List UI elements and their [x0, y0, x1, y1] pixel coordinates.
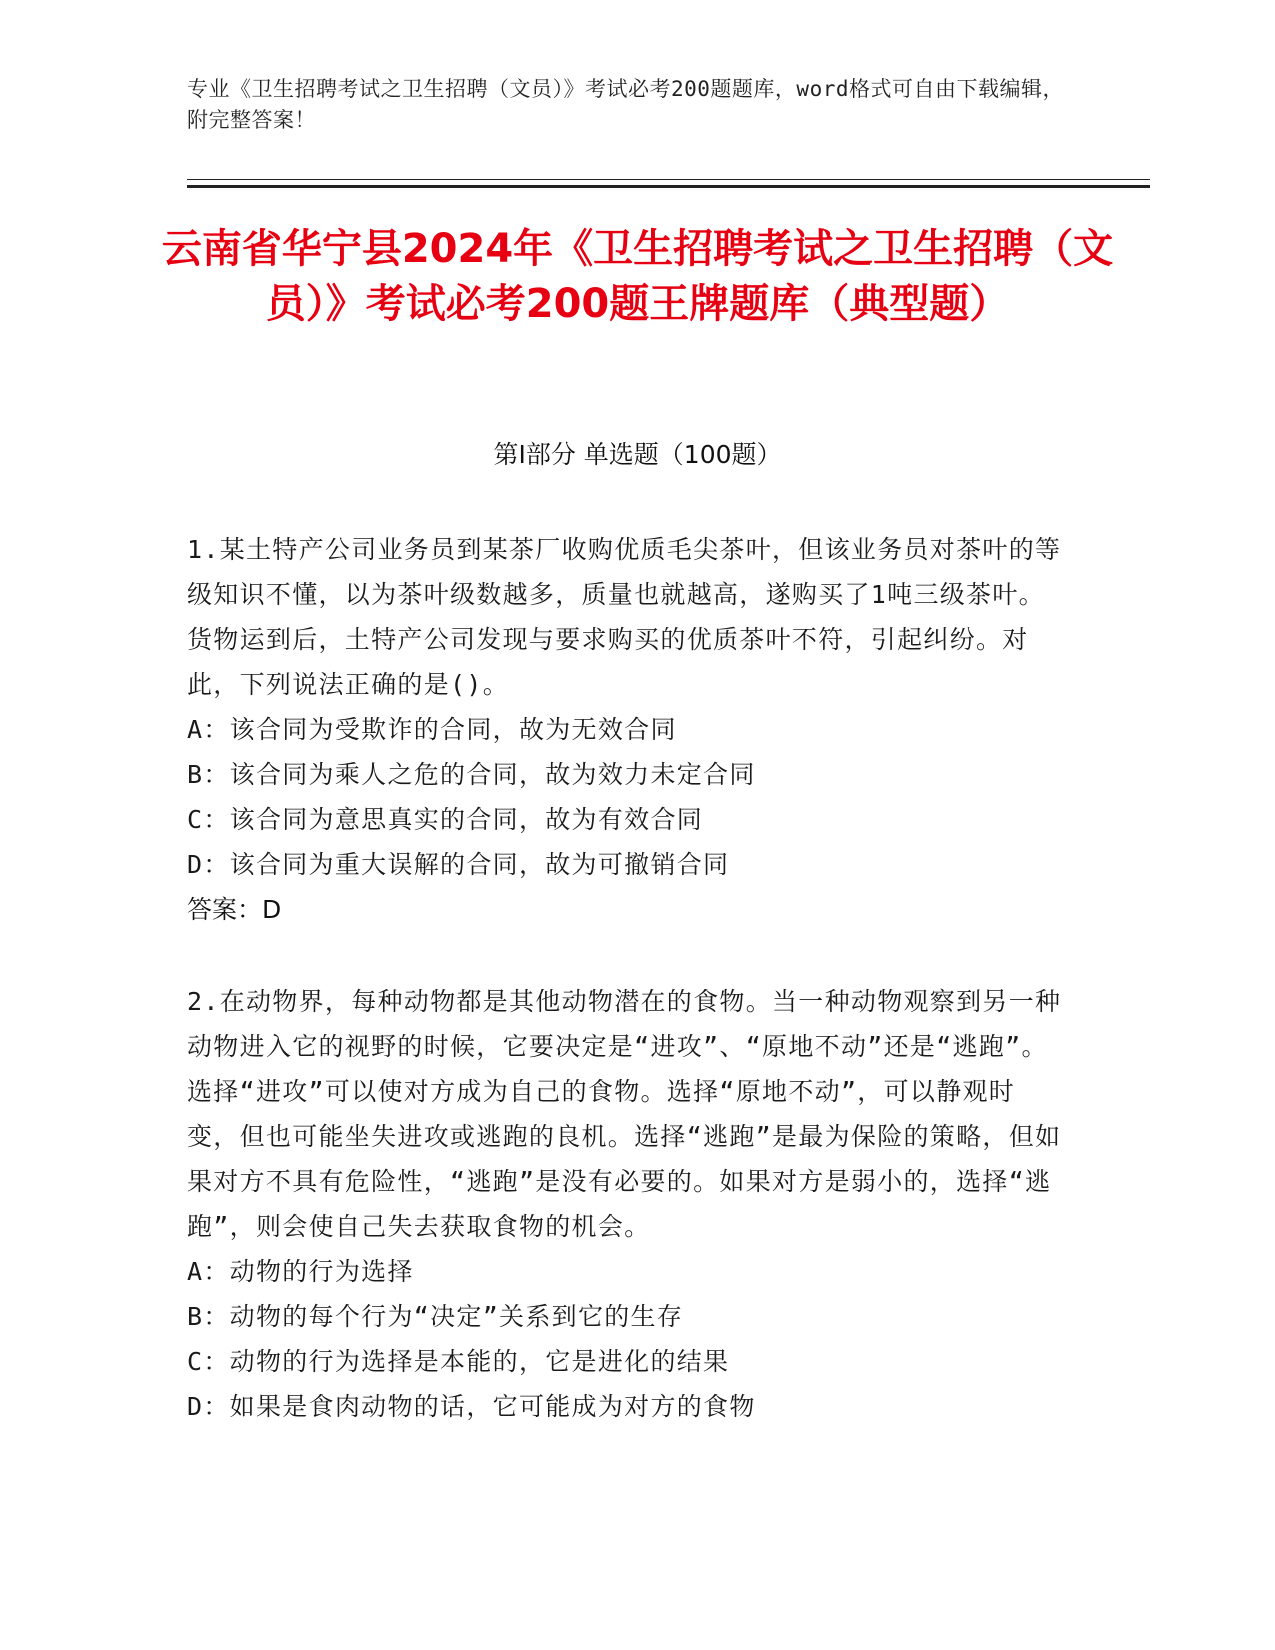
option-c: C：动物的行为选择是本能的，它是进化的结果	[187, 1347, 730, 1376]
header-divider-thin	[187, 179, 1150, 180]
answer-text: 答案：D	[187, 895, 282, 924]
question-1	[187, 527, 1067, 932]
option-b: B：动物的每个行为“决定”关系到它的生存	[187, 1302, 684, 1331]
question-stem: 1.某土特产公司业务员到某茶厂收购优质毛尖茶叶，但该业务员对茶叶的等级知识不懂，以为茶叶级数越多，质量也就越高，遂购买了1吨三级茶叶。货物运到后，土特产公司发现与要求购买的优质茶叶不符，引起纠纷。对此，下列说法正确的是()。	[187, 535, 1062, 699]
option-d: D：如果是食肉动物的话，它可能成为对方的食物	[187, 1392, 756, 1421]
question-2	[187, 979, 1067, 1429]
document-title: 云南省华宁县2024年《卫生招聘考试之卫生招聘（文员）》考试必考200题王牌题库（典型题）	[161, 226, 1114, 327]
option-a: A：该合同为受欺诈的合同，故为无效合同	[187, 715, 677, 744]
header-note: 专业《卫生招聘考试之卫生招聘（文员）》考试必考200题题库，word格式可自由下载编辑，附完整答案！	[187, 77, 1064, 132]
option-a: A：动物的行为选择	[187, 1257, 414, 1286]
header-divider-thick	[187, 185, 1150, 188]
option-b: B：该合同为乘人之危的合同，故为效力未定合同	[187, 760, 756, 789]
option-c: C：该合同为意思真实的合同，故为有效合同	[187, 805, 704, 834]
section-title: 第Ⅰ部分 单选题（100题）	[493, 440, 782, 469]
question-stem: 2.在动物界，每种动物都是其他动物潜在的食物。当一种动物观察到另一种动物进入它的视野的时候，它要决定是“进攻”、“原地不动”还是“逃跑”。选择“进攻”可以使对方成为自己的食物。选择“原地不动”，可以静观时变，但也可能坐失进攻或逃跑的良机。选择“逃跑”是最为保险的策略，但如果对方不具有危险性，“逃跑”是没有必要的。如果对方是弱小的，选择“逃跑”，则会使自己失去获取食物的机会。	[187, 987, 1062, 1241]
question-list	[187, 527, 1067, 1476]
option-d: D：该合同为重大误解的合同，故为可撤销合同	[187, 850, 730, 879]
